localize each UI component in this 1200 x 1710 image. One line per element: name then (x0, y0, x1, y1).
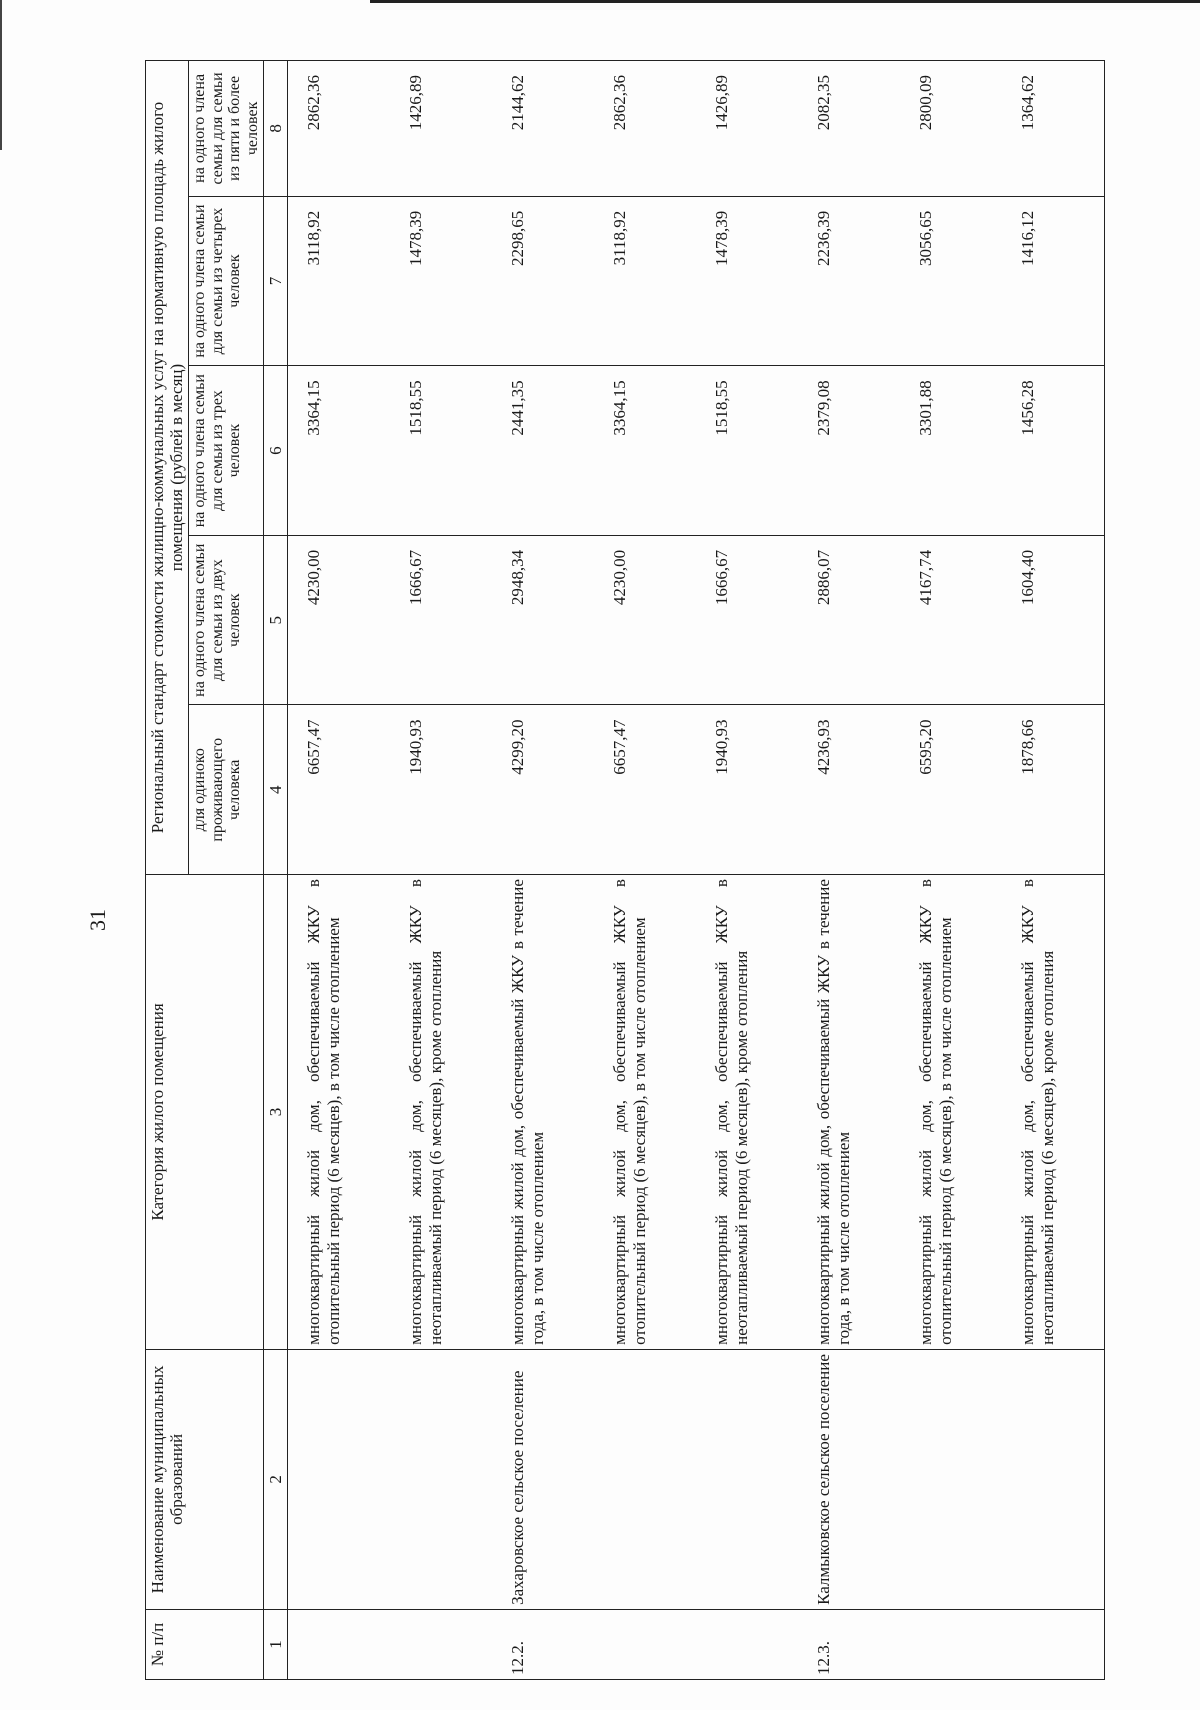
cost-value: 1478,39 (696, 196, 798, 366)
cost-value: 4236,93 (798, 705, 900, 875)
cost-value: 1940,93 (390, 705, 492, 875)
page-number: 31 (85, 909, 110, 931)
row-index (594, 1609, 696, 1679)
housing-category: многоквартирный жилой дом, обеспечиваемый ЖКУ в неотапливаемый период (6 месяцев), кроме отопления (696, 875, 798, 1350)
cost-value: 4230,00 (594, 535, 696, 705)
cost-value: 3364,15 (594, 366, 696, 536)
table-row (390, 61, 492, 1680)
column-number: 4 (264, 705, 288, 875)
table-row (594, 61, 696, 1680)
row-index (900, 1609, 1002, 1679)
row-index: 12.2. (492, 1609, 594, 1679)
header-sub-four: на одного члена семьи для семьи из четырех человек (189, 196, 264, 366)
cost-value: 3118,92 (594, 196, 696, 366)
cost-value: 6657,47 (288, 705, 391, 875)
row-index (390, 1609, 492, 1679)
cost-value: 2862,36 (288, 61, 391, 197)
cost-value: 2379,08 (798, 366, 900, 536)
municipality-name (288, 1349, 391, 1609)
table-row (492, 61, 594, 1680)
table-row (798, 61, 900, 1680)
column-number: 8 (264, 61, 288, 197)
housing-category: многоквартирный жилой дом, обеспечиваемый ЖКУ в отопительный период (6 месяцев), в том числе отоплением (900, 875, 1002, 1350)
header-row-top (146, 61, 189, 1680)
cost-value: 2298,65 (492, 196, 594, 366)
housing-category: многоквартирный жилой дом, обеспечиваемый ЖКУ в течение года, в том числе отоплением (492, 875, 594, 1350)
cost-value: 3056,65 (900, 196, 1002, 366)
header-col-category: Категория жилого помещения (146, 875, 264, 1350)
cost-value: 1518,55 (696, 366, 798, 536)
header-sub-five: на одного члена семьи для семьи из пяти и более человек (189, 61, 264, 197)
table-row (900, 61, 1002, 1680)
row-index (696, 1609, 798, 1679)
municipality-name (1002, 1349, 1105, 1609)
cost-value: 2236,39 (798, 196, 900, 366)
cost-value: 6657,47 (594, 705, 696, 875)
cost-value: 1364,62 (1002, 61, 1105, 197)
column-number: 5 (264, 535, 288, 705)
header-group-standard: Региональный стандарт стоимости жилищно-коммунальных услуг на нормативную площадь жилого помещения (рублей в месяц) (146, 61, 189, 875)
column-number: 7 (264, 196, 288, 366)
cost-value: 6595,20 (900, 705, 1002, 875)
cost-value: 3118,92 (288, 196, 391, 366)
cost-value: 1604,40 (1002, 535, 1105, 705)
header-sub-two: на одного члена семьи для семьи из двух человек (189, 535, 264, 705)
cost-value: 1426,89 (390, 61, 492, 197)
table-row (288, 61, 391, 1680)
housing-category: многоквартирный жилой дом, обеспечиваемый ЖКУ в отопительный период (6 месяцев), в том числе отоплением (288, 875, 391, 1350)
housing-cost-table (145, 60, 1105, 1680)
cost-value: 1426,89 (696, 61, 798, 197)
header-row-numbers (264, 61, 288, 1680)
row-index: 12.3. (798, 1609, 900, 1679)
housing-category: многоквартирный жилой дом, обеспечиваемый ЖКУ в отопительный период (6 месяцев), в том числе отоплением (594, 875, 696, 1350)
municipality-name (696, 1349, 798, 1609)
cost-value: 2886,07 (798, 535, 900, 705)
cost-value: 4167,74 (900, 535, 1002, 705)
cost-value: 1416,12 (1002, 196, 1105, 366)
column-number: 3 (264, 875, 288, 1350)
cost-value: 1940,93 (696, 705, 798, 875)
column-number: 6 (264, 366, 288, 536)
header-sub-three: на одного члена семьи для семьи из трех человек (189, 366, 264, 536)
cost-value: 2948,34 (492, 535, 594, 705)
cost-value: 4230,00 (288, 535, 391, 705)
municipality-name (594, 1349, 696, 1609)
header-col-municipality: Наименование муниципальных образований (146, 1349, 264, 1609)
column-number: 2 (264, 1349, 288, 1609)
header-sub-single: для одиноко проживающего человека (189, 705, 264, 875)
cost-value: 1666,67 (390, 535, 492, 705)
row-index (1002, 1609, 1105, 1679)
municipality-name: Захаровское сельское поселение (492, 1349, 594, 1609)
cost-value: 3364,15 (288, 366, 391, 536)
rotated-page (85, 60, 1200, 1680)
row-index (288, 1609, 391, 1679)
table-row (1002, 61, 1105, 1680)
cost-value: 1878,66 (1002, 705, 1105, 875)
table-body (288, 61, 1105, 1680)
cost-value: 3301,88 (900, 366, 1002, 536)
scan-edge-top (370, 0, 1200, 3)
column-number: 1 (264, 1609, 288, 1679)
housing-category: многоквартирный жилой дом, обеспечиваемый ЖКУ в течение года, в том числе отоплением (798, 875, 900, 1350)
cost-value: 1456,28 (1002, 366, 1105, 536)
municipality-name (390, 1349, 492, 1609)
municipality-name: Калмыковское сельское поселение (798, 1349, 900, 1609)
cost-value: 2800,09 (900, 61, 1002, 197)
cost-value: 1478,39 (390, 196, 492, 366)
table-row (696, 61, 798, 1680)
housing-category: многоквартирный жилой дом, обеспечиваемый ЖКУ в неотапливаемый период (6 месяцев), кроме отопления (390, 875, 492, 1350)
header-col-index: № п/п (146, 1609, 264, 1679)
cost-value: 2862,36 (594, 61, 696, 197)
cost-value: 2441,35 (492, 366, 594, 536)
cost-value: 2144,62 (492, 61, 594, 197)
housing-category: многоквартирный жилой дом, обеспечиваемый ЖКУ в неотапливаемый период (6 месяцев), кроме отопления (1002, 875, 1105, 1350)
cost-value: 1666,67 (696, 535, 798, 705)
scan-edge-left (0, 0, 2, 150)
cost-value: 1518,55 (390, 366, 492, 536)
municipality-name (900, 1349, 1002, 1609)
cost-value: 2082,35 (798, 61, 900, 197)
cost-value: 4299,20 (492, 705, 594, 875)
